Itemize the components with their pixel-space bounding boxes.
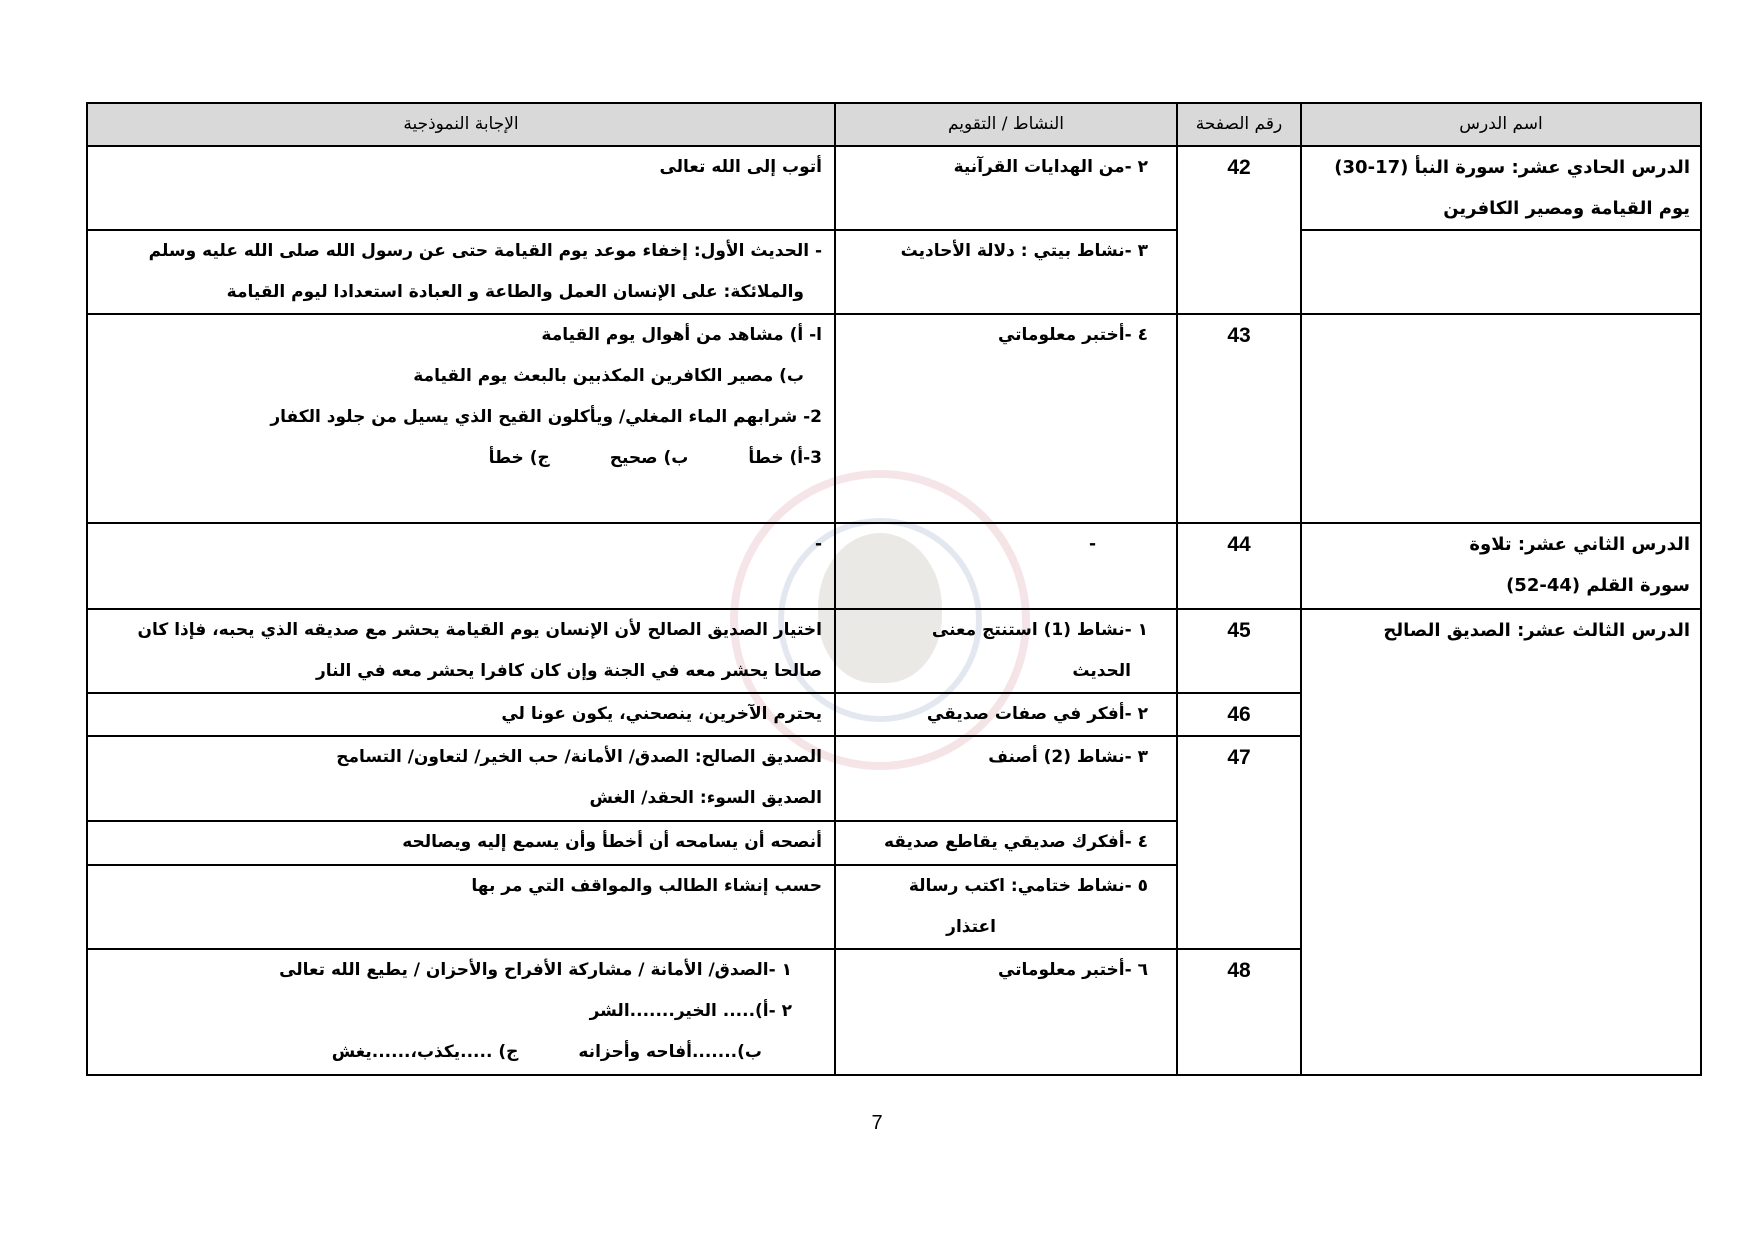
answer-cell xyxy=(87,736,835,821)
page-number-cell: 45 xyxy=(1177,609,1301,693)
lesson-11-cell xyxy=(1301,146,1701,230)
page-number-footer: 7 xyxy=(871,1112,883,1134)
table-row xyxy=(87,146,1701,230)
activity-cell xyxy=(835,693,1177,736)
answer-cell xyxy=(87,821,835,865)
answer-true-false-line xyxy=(98,438,822,479)
answer-text: ٢ -أ)..... الخير.......الشر xyxy=(589,1001,792,1021)
answer-text: يحترم الآخرين، ينصحني، يكون عونا لي xyxy=(501,704,822,724)
page-number-cell: 47 xyxy=(1177,736,1301,949)
answer-text: صالحا يحشر معه في الجنة وإن كان كافرا يحشر معه في النار xyxy=(316,661,822,681)
page-number-cell: 44 xyxy=(1177,523,1301,609)
answer-text: حسب إنشاء الطالب والمواقف التي مر بها xyxy=(471,876,822,896)
activity-text: ١ -نشاط (1) استنتج معنى xyxy=(931,620,1148,640)
lesson-12-subtitle: سورة القلم (44-52) xyxy=(1506,575,1690,596)
activity-text: - xyxy=(1088,534,1096,554)
lesson-13-cell xyxy=(1301,609,1701,1075)
answer-text: ١ -الصدق/ الأمانة / مشاركة الأفراح والأحزان / يطيع الله تعالى xyxy=(279,960,792,980)
answer-text: ج) .....يكذب،......يغش xyxy=(331,1042,519,1062)
answer-text: ا- أ) مشاهد من أهوال يوم القيامة xyxy=(541,325,822,345)
page-number-cell: 48 xyxy=(1177,949,1301,1075)
lesson-12-title: الدرس الثاني عشر: تلاوة xyxy=(1469,534,1690,555)
activity-text: ٢ -أفكر في صفات صديقي xyxy=(926,704,1148,724)
activity-text: ٢ -من الهدايات القرآنية xyxy=(953,157,1148,177)
answer-cell xyxy=(87,865,835,949)
table-row xyxy=(87,609,1701,693)
activity-text: ٤ -أختبر معلوماتي xyxy=(997,325,1148,345)
header-model-answer: الإجابة النموذجية xyxy=(87,103,835,146)
activity-cell xyxy=(835,736,1177,821)
answer-cell xyxy=(87,146,835,230)
answer-cell xyxy=(87,230,835,314)
answer-text: أتوب إلى الله تعالى xyxy=(659,157,822,177)
table-row xyxy=(87,230,1701,314)
header-activity: النشاط / التقويم xyxy=(835,103,1177,146)
activity-cell xyxy=(835,821,1177,865)
answer-text: 3-أ) خطأ xyxy=(748,448,822,468)
lesson-12-cell xyxy=(1301,523,1701,609)
answer-text: ب) صحيح xyxy=(609,448,689,468)
activity-text: الحديث xyxy=(1072,661,1131,681)
header-page-number: رقم الصفحة xyxy=(1177,103,1301,146)
answer-text: ب) مصير الكافرين المكذبين بالبعث يوم القيامة xyxy=(413,366,804,386)
answer-text: والملائكة: على الإنسان العمل والطاعة و العبادة استعدادا ليوم القيامة xyxy=(226,282,804,302)
answer-text: الصديق الصالح: الصدق/ الأمانة/ حب الخير/ لتعاون/ التسامح xyxy=(336,747,822,767)
table-row xyxy=(87,523,1701,609)
table-header-row xyxy=(87,103,1701,146)
lesson-empty-cell xyxy=(1301,230,1701,314)
answer-cell xyxy=(87,314,835,523)
activity-cell xyxy=(835,949,1177,1075)
activity-cell xyxy=(835,609,1177,693)
activity-cell xyxy=(835,314,1177,523)
lesson-11-title: الدرس الحادي عشر: سورة النبأ (17-30) xyxy=(1334,157,1690,178)
activity-text: اعتذار xyxy=(946,917,996,937)
answer-text: ج) خطأ xyxy=(488,448,550,468)
lessons-answer-table xyxy=(86,102,1702,1076)
activity-text: ٤ -أفكرك صديقي يقاطع صديقه xyxy=(884,832,1148,852)
answer-cell xyxy=(87,949,835,1075)
activity-text: ٣ -نشاط بيتي : دلالة الأحاديث xyxy=(900,241,1148,261)
page-number-cell: 43 xyxy=(1177,314,1301,523)
activity-text: ٣ -نشاط (2) أصنف xyxy=(988,747,1148,767)
answer-cell xyxy=(87,523,835,609)
activity-text: ٥ -نشاط ختامي: اكتب رسالة xyxy=(908,876,1148,896)
page-number-cell: 46 xyxy=(1177,693,1301,736)
table-row xyxy=(87,314,1701,523)
page-number-cell: 42 xyxy=(1177,146,1301,314)
answer-text: 2- شرابهم الماء المغلي/ ويأكلون القيح الذي يسيل من جلود الكفار xyxy=(270,407,822,427)
answer-text: اختيار الصديق الصالح لأن الإنسان يوم القيامة يحشر مع صديقه الذي يحبه، فإذا كان xyxy=(137,620,822,640)
answer-text: - xyxy=(814,534,822,554)
answer-text: ب).......أفاحه وأحزانه xyxy=(578,1042,762,1062)
activity-cell xyxy=(835,230,1177,314)
lesson-empty-cell xyxy=(1301,314,1701,523)
answer-cell xyxy=(87,609,835,693)
answer-text: الصديق السوء: الحقد/ الغش xyxy=(589,788,822,808)
header-lesson-name: اسم الدرس xyxy=(1301,103,1701,146)
lesson-11-subtitle: يوم القيامة ومصير الكافرين xyxy=(1443,198,1690,219)
activity-cell xyxy=(835,146,1177,230)
answer-cell xyxy=(87,693,835,736)
answer-fill-blank-line xyxy=(98,1032,822,1073)
answer-text: أنصحه أن يسامحه أن أخطأ وأن يسمع إليه ويصالحه xyxy=(402,832,822,852)
activity-cell xyxy=(835,523,1177,609)
answer-text: - الحديث الأول: إخفاء موعد يوم القيامة حتى عن رسول الله صلى الله عليه وسلم xyxy=(148,241,822,261)
activity-text: ٦ -أختبر معلوماتي xyxy=(997,960,1148,980)
activity-cell xyxy=(835,865,1177,949)
lesson-13-title: الدرس الثالث عشر: الصديق الصالح xyxy=(1383,620,1690,641)
